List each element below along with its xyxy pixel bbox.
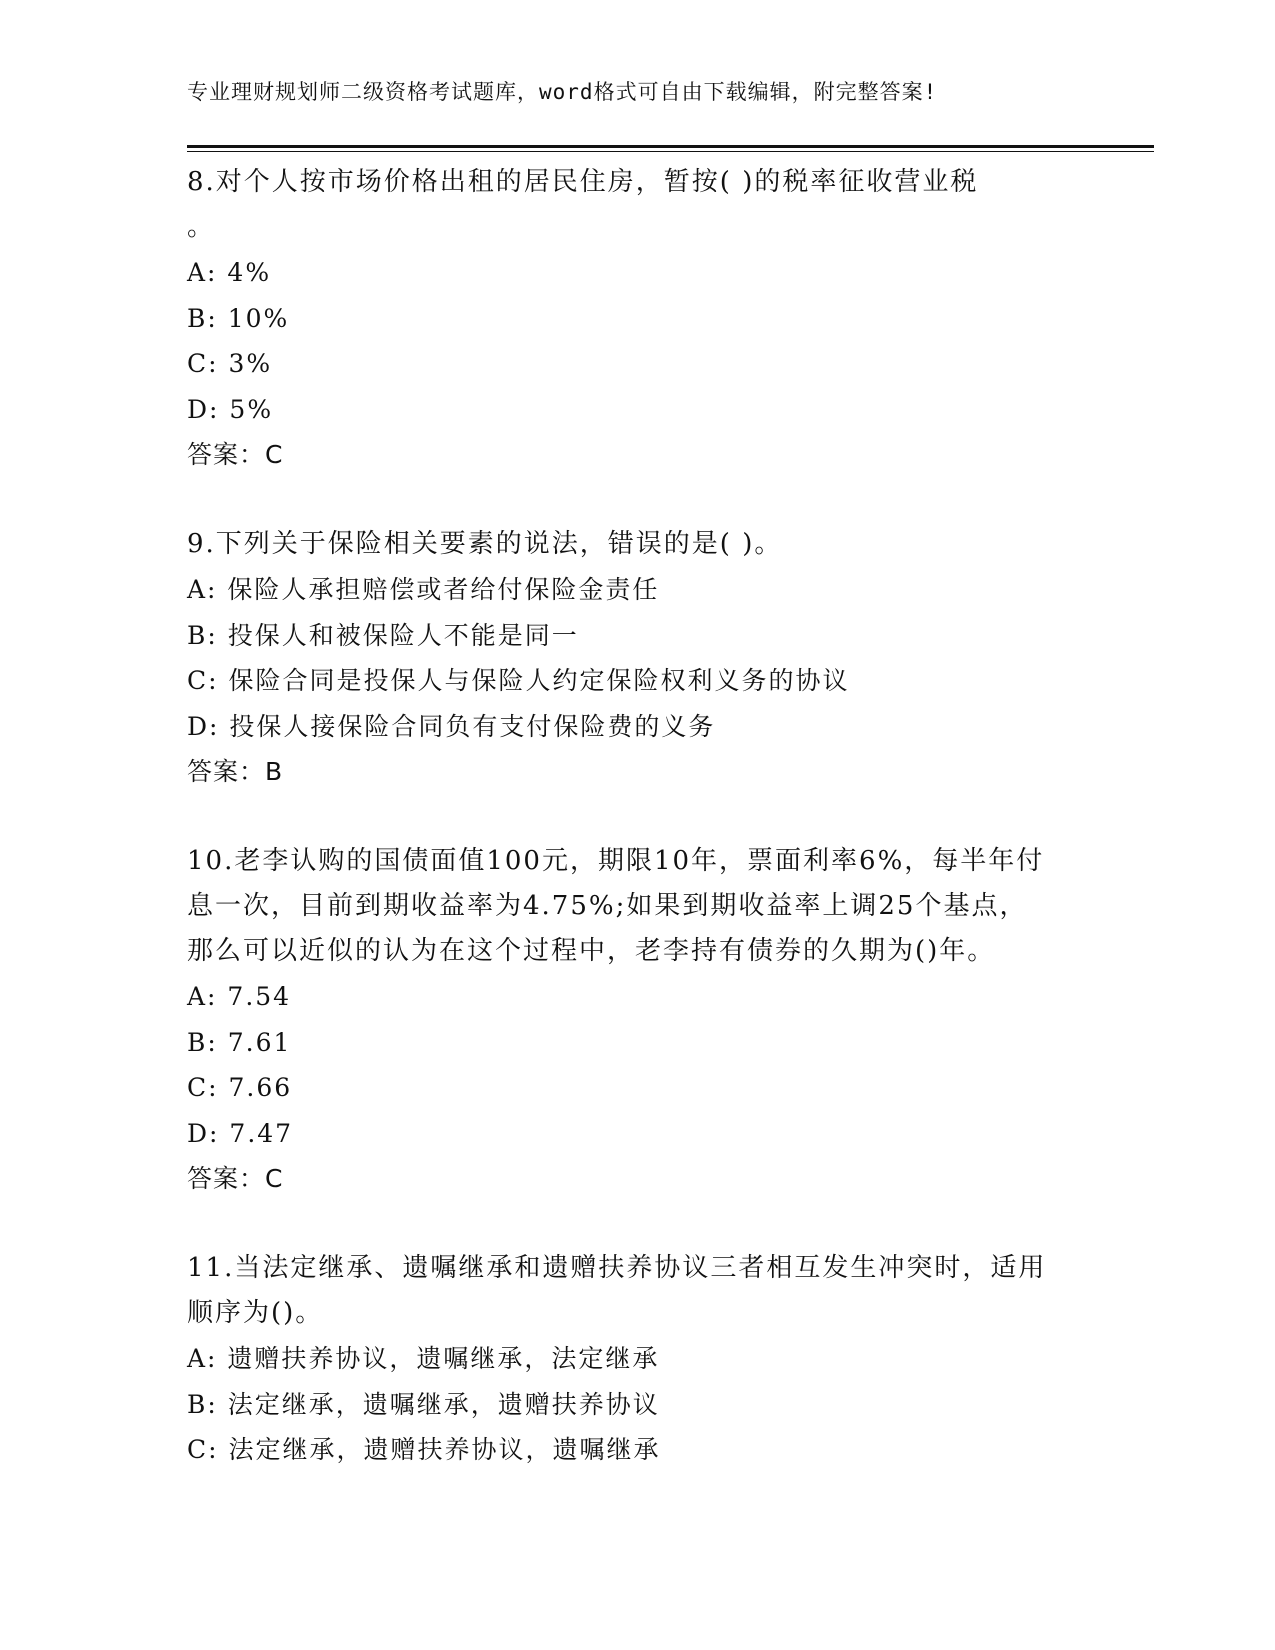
question-stem-line: 8.对个人按市场价格出租的居民住房，暂按( )的税率征收营业税 [187,167,979,197]
spacer [187,477,1087,522]
option-c: C: 保险合同是投保人与保险人约定保险权利义务的协议 [187,666,850,695]
option-d: D: 7.47 [187,1118,294,1148]
question-9 [187,522,1087,794]
spacer [187,794,1087,839]
option-d: D: 5% [187,394,274,424]
option-b: B: 10% [187,303,290,333]
question-stem-line: 10.老李认购的国债面值100元，期限10年，票面利率6%，每半年付 [187,846,1045,876]
option-b: B: 投保人和被保险人不能是同一 [187,620,579,650]
answer-line: 答案：B [187,757,284,786]
question-10 [187,839,1087,1201]
question-stem-line: 。 [187,212,216,242]
option-c: C: 法定继承，遗赠扶养协议，遗嘱继承 [187,1435,661,1464]
option-c: C: 3% [187,349,273,378]
question-stem-line: 顺序为()。 [187,1298,324,1328]
spacer [187,1201,1087,1246]
question-list [187,160,1087,1473]
option-d: D: 投保人接保险合同负有支付保险费的义务 [187,711,716,741]
question-stem-line: 9.下列关于保险相关要素的说法，错误的是( )。 [187,529,783,559]
option-a: A: 7.54 [187,982,292,1011]
question-11 [187,1246,1087,1473]
option-b: B: 法定继承，遗嘱继承，遗赠扶养协议 [187,1389,660,1419]
question-stem-line: 息一次，目前到期收益率为4.75%;如果到期收益率上调25个基点， [187,891,1028,921]
option-c: C: 7.66 [187,1073,293,1102]
answer-line: 答案：C [187,440,284,469]
question-stem-line: 那么可以近似的认为在这个过程中，老李持有债券的久期为()年。 [187,936,996,966]
question-8 [187,160,1087,477]
option-a: A: 保险人承担赔偿或者给付保险金责任 [187,575,660,604]
header-rule-thin [187,151,1154,152]
page-header: 专业理财规划师二级资格考试题库，word格式可自由下载编辑，附完整答案! [187,80,938,104]
header-rule-thick [187,145,1154,148]
option-a: A: 遗赠扶养协议，遗嘱继承，法定继承 [187,1344,660,1373]
option-a: A: 4% [187,258,272,287]
option-b: B: 7.61 [187,1027,292,1057]
answer-line: 答案：C [187,1164,284,1193]
question-stem-line: 11.当法定继承、遗嘱继承和遗赠扶养协议三者相互发生冲突时，适用 [187,1253,1047,1283]
